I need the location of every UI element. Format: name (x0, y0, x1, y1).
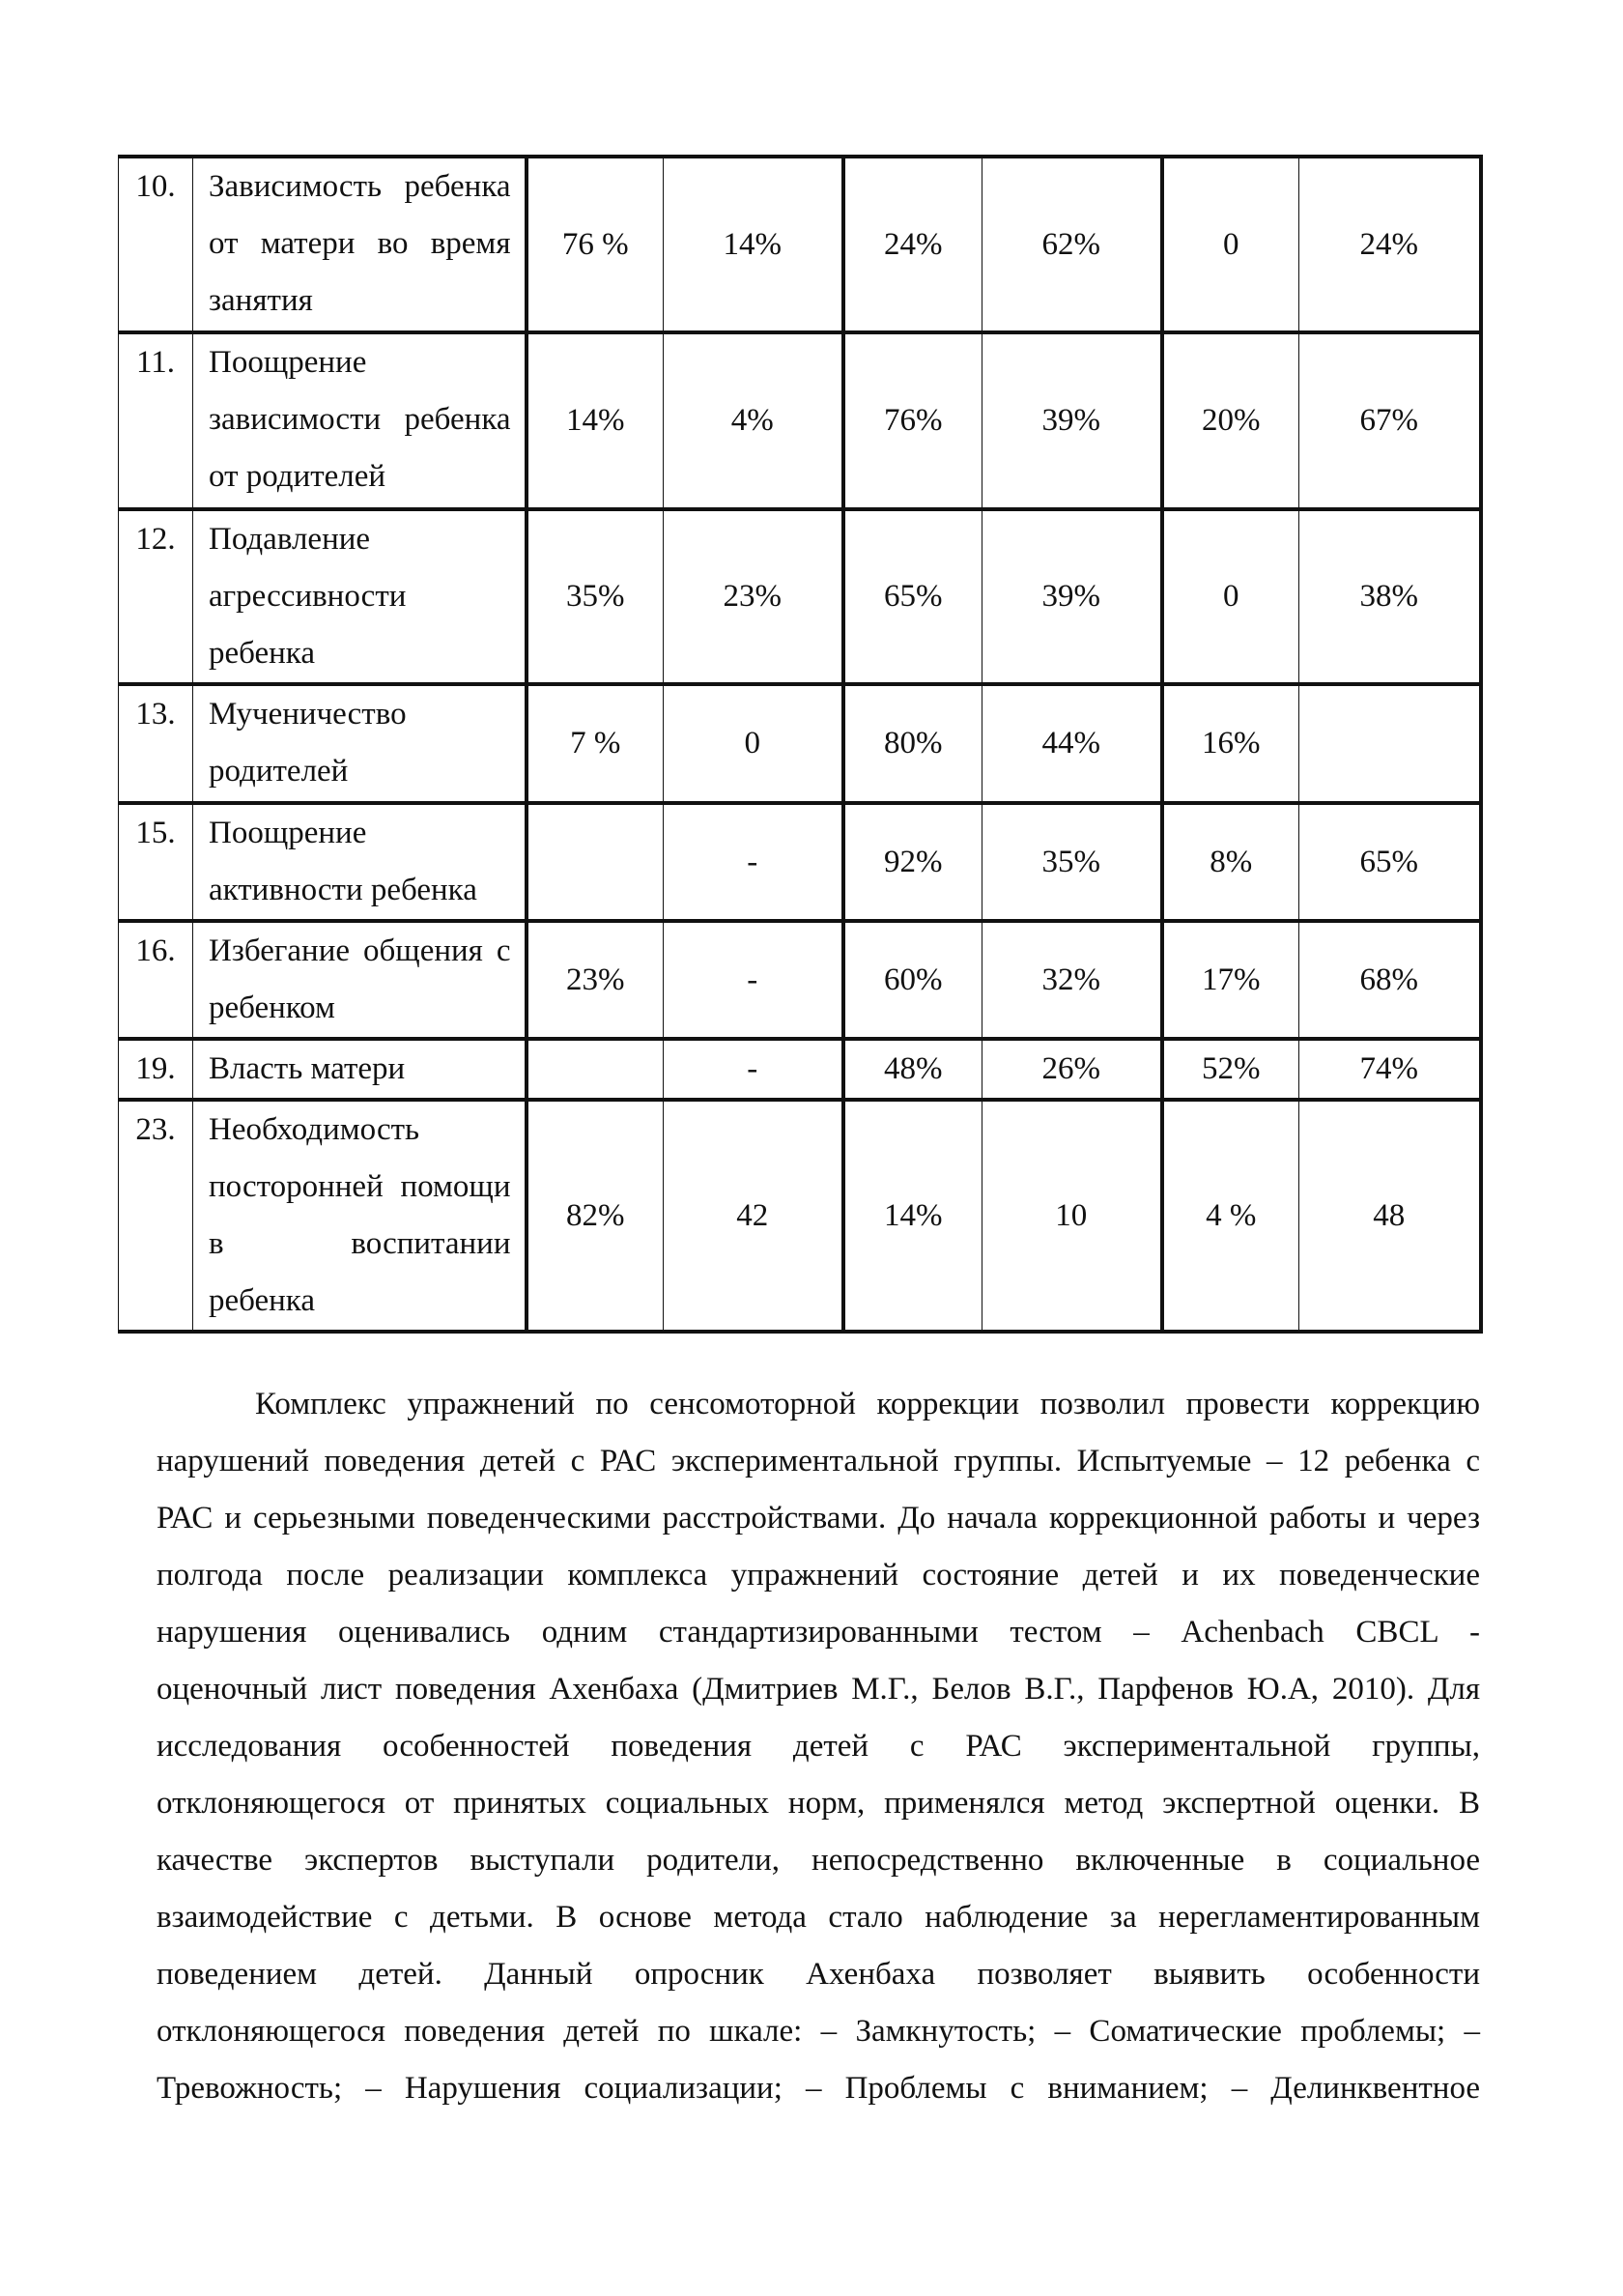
paragraph-line: качестве экспертов выступали родители, непосредственно включенные в социальное (157, 1843, 1480, 1878)
results-table (118, 155, 1483, 1334)
value-cell (1299, 684, 1481, 803)
paragraph-line: отклоняющегося поведения детей по шкале: – Замкнутость; – Соматические проблемы; – (157, 2014, 1480, 2049)
value-cell: 82% (527, 1100, 664, 1332)
row-number: 19. (119, 1039, 193, 1100)
value-cell: 4 % (1162, 1100, 1299, 1332)
row-number: 13. (119, 684, 193, 803)
value-cell: 42 (664, 1100, 843, 1332)
paragraph-line: Тревожность; – Нарушения социализации; – Проблемы с вниманием; – Делинквентное (157, 2071, 1480, 2106)
paragraph-line: отклоняющегося от принятых социальных норм, применялся метод экспертной оценки. В (157, 1786, 1480, 1821)
value-cell: 24% (1299, 157, 1481, 332)
description-line: Зависимость ребенка (209, 169, 511, 204)
row-description (193, 1039, 527, 1100)
row-number: 12. (119, 509, 193, 684)
description-line: Мученичество (209, 697, 407, 732)
paragraph-line: полгода после реализации комплекса упражнений состояние детей и их поведенческие (157, 1558, 1480, 1593)
value-cell: 92% (843, 803, 982, 921)
value-cell: 4% (664, 332, 843, 509)
row-number: 15. (119, 803, 193, 921)
table-row (119, 332, 1481, 509)
value-cell: 48% (843, 1039, 982, 1100)
value-cell: 35% (982, 803, 1162, 921)
value-cell: 52% (1162, 1039, 1299, 1100)
value-cell: 67% (1299, 332, 1481, 509)
row-description (193, 803, 527, 921)
row-description (193, 921, 527, 1039)
table-row (119, 509, 1481, 684)
value-cell: 16% (1162, 684, 1299, 803)
value-cell: 80% (843, 684, 982, 803)
value-cell: 14% (527, 332, 664, 509)
description-line: Поощрение (209, 345, 367, 380)
description-line: агрессивности (209, 579, 407, 614)
description-line: родителей (209, 754, 349, 789)
description-line: от родителей (209, 459, 386, 494)
row-description (193, 684, 527, 803)
row-description (193, 332, 527, 509)
value-cell: 10 (982, 1100, 1162, 1332)
value-cell: 62% (982, 157, 1162, 332)
paragraph-line: поведением детей. Данный опросник Ахенбаха позволяет выявить особенности (157, 1957, 1480, 1992)
value-cell: 76% (843, 332, 982, 509)
description-line: Власть матери (209, 1051, 406, 1086)
value-cell: - (664, 1039, 843, 1100)
table-row (119, 157, 1481, 332)
table-row (119, 684, 1481, 803)
value-cell: 14% (843, 1100, 982, 1332)
value-cell: 76 % (527, 157, 664, 332)
table-row (119, 1039, 1481, 1100)
paragraph-line: РАС и серьезными поведенческими расстройствами. До начала коррекционной работы и через (157, 1501, 1480, 1535)
value-cell: 32% (982, 921, 1162, 1039)
value-cell: 0 (664, 684, 843, 803)
paragraph-line: нарушения оценивались одним стандартизированными тестом – Achenbach CBCL - (157, 1615, 1480, 1650)
row-description (193, 509, 527, 684)
value-cell: 14% (664, 157, 843, 332)
paragraph-line: исследования особенностей поведения детей с РАС экспериментальной группы, (157, 1729, 1480, 1764)
value-cell: 65% (843, 509, 982, 684)
row-number: 23. (119, 1100, 193, 1332)
paragraph-line: Комплекс упражнений по сенсомоторной коррекции позволил провести коррекцию (255, 1387, 1480, 1421)
row-number: 11. (119, 332, 193, 509)
description-line: Поощрение (209, 816, 367, 850)
description-line: Необходимость (209, 1112, 420, 1147)
description-line: зависимости ребенка (209, 402, 511, 437)
value-cell (527, 803, 664, 921)
value-cell: 26% (982, 1039, 1162, 1100)
paragraph-line: взаимодействие с детьми. В основе метода стало наблюдение за нерегламентированным (157, 1900, 1480, 1935)
value-cell: 8% (1162, 803, 1299, 921)
value-cell: 39% (982, 509, 1162, 684)
value-cell: 0 (1162, 509, 1299, 684)
value-cell: 0 (1162, 157, 1299, 332)
row-description (193, 1100, 527, 1332)
value-cell: - (664, 803, 843, 921)
row-number: 10. (119, 157, 193, 332)
paragraph-line: оценочный лист поведения Ахенбаха (Дмитриев М.Г., Белов В.Г., Парфенов Ю.А, 2010). Для (157, 1672, 1480, 1707)
value-cell: 38% (1299, 509, 1481, 684)
table-row (119, 803, 1481, 921)
value-cell: 20% (1162, 332, 1299, 509)
description-line: ребенка (209, 636, 315, 671)
description-line: активности ребенка (209, 873, 477, 907)
value-cell: 74% (1299, 1039, 1481, 1100)
value-cell (527, 1039, 664, 1100)
value-cell: 23% (664, 509, 843, 684)
body-paragraph (157, 1376, 1480, 2117)
row-number: 16. (119, 921, 193, 1039)
value-cell: - (664, 921, 843, 1039)
value-cell: 24% (843, 157, 982, 332)
value-cell: 35% (527, 509, 664, 684)
description-line: Подавление (209, 522, 371, 557)
value-cell: 7 % (527, 684, 664, 803)
description-line: занятия (209, 283, 313, 318)
value-cell: 39% (982, 332, 1162, 509)
description-line: в воспитании (209, 1226, 511, 1261)
paragraph-line: нарушений поведения детей с РАС экспериментальной группы. Испытуемые – 12 ребенка с (157, 1444, 1480, 1478)
description-line: посторонней помощи (209, 1169, 511, 1204)
value-cell: 23% (527, 921, 664, 1039)
value-cell: 48 (1299, 1100, 1481, 1332)
table-row (119, 921, 1481, 1039)
description-line: Избегание общения с (209, 933, 511, 968)
value-cell: 68% (1299, 921, 1481, 1039)
description-line: ребенка (209, 1283, 315, 1318)
description-line: ребенком (209, 990, 335, 1025)
value-cell: 17% (1162, 921, 1299, 1039)
table-row (119, 1100, 1481, 1332)
value-cell: 60% (843, 921, 982, 1039)
description-line: от матери во время (209, 226, 511, 261)
value-cell: 65% (1299, 803, 1481, 921)
value-cell: 44% (982, 684, 1162, 803)
row-description (193, 157, 527, 332)
